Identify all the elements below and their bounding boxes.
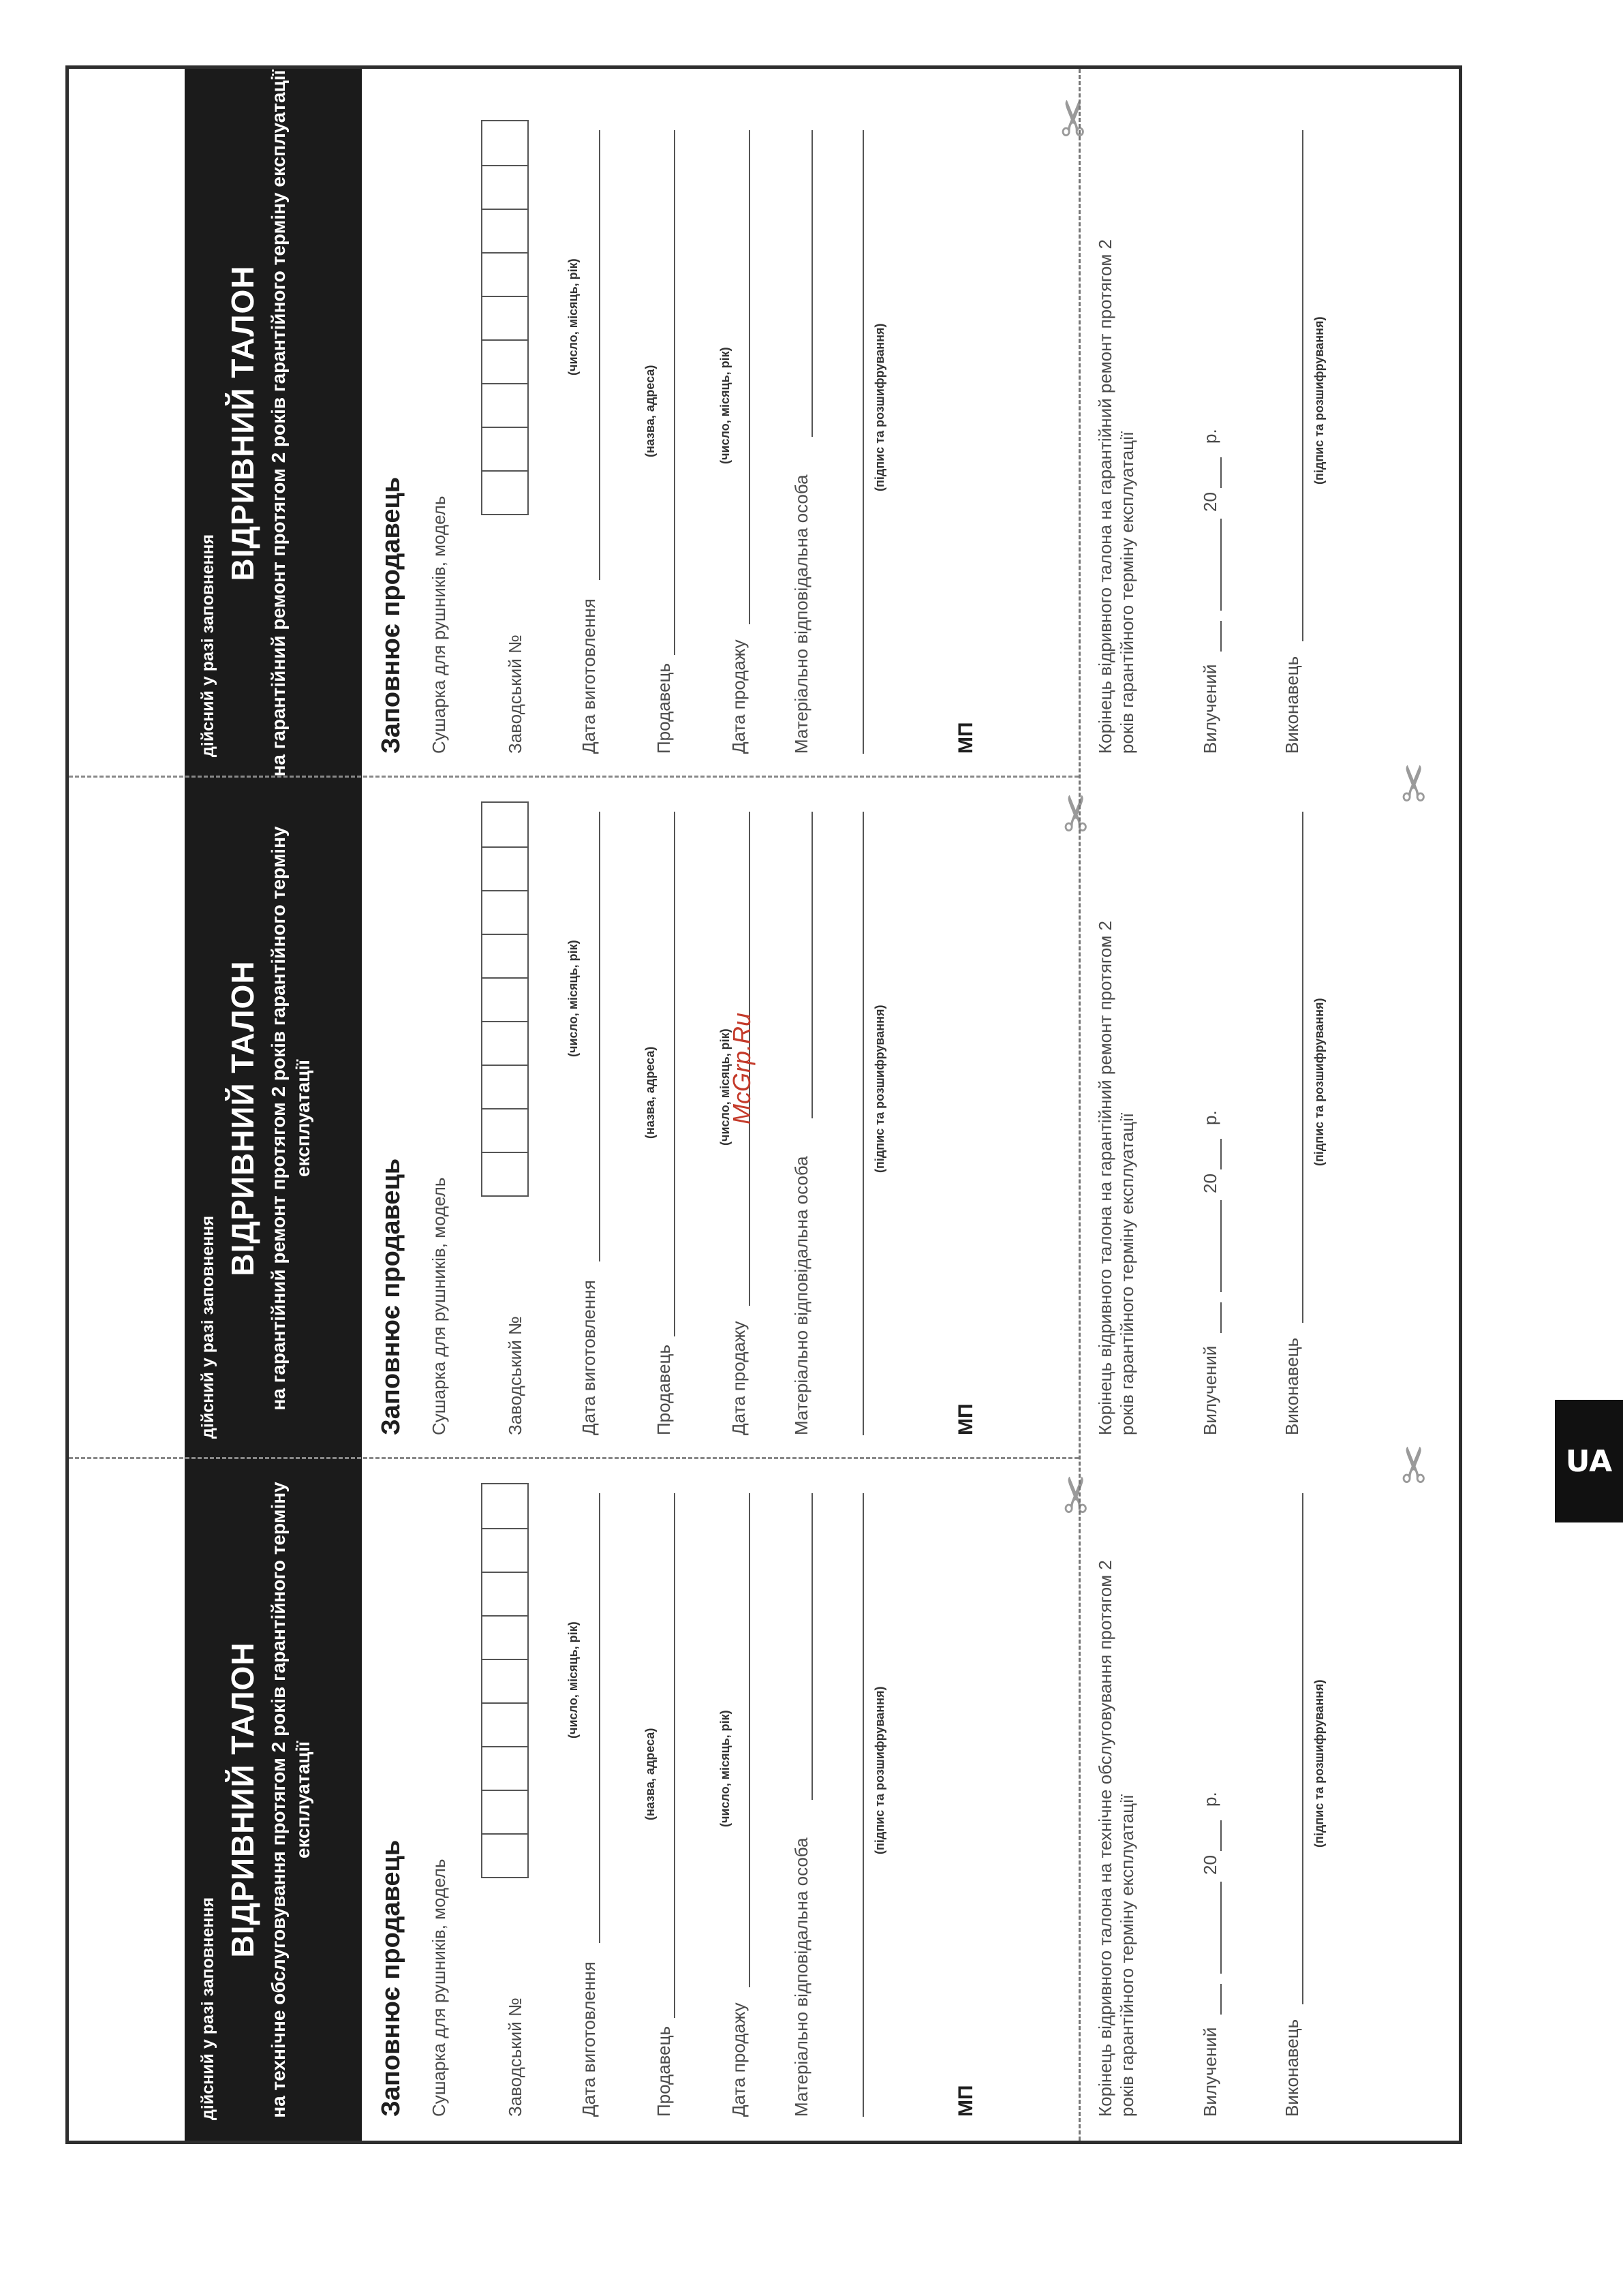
serial-digit-box[interactable] — [482, 1746, 527, 1790]
executor-hint: (підпис та розшифрування) — [1312, 316, 1326, 485]
responsible-person-label: Матеріально відповідальна особа — [791, 1156, 812, 1435]
product-label: Сушарка для рушників, модель — [429, 1177, 449, 1435]
stub-description: Корінець відривного талона на технічне обслуговування протягом 2 років гарантійного терміну експлуатації — [1095, 1560, 1137, 2117]
executor-line[interactable] — [1302, 1493, 1303, 2004]
validity-note: дійсний у разі заповнення — [198, 1215, 217, 1439]
validity-note: дійсний у разі заповнення — [198, 1897, 217, 2120]
removed-month-line[interactable] — [1220, 519, 1222, 611]
serial-label: Заводський № — [505, 1316, 525, 1435]
sale-date-label: Дата продажу — [728, 639, 749, 754]
executor-label: Виконавець — [1282, 1337, 1302, 1435]
serial-digit-box[interactable] — [482, 252, 527, 296]
removed-day-line[interactable] — [1220, 1984, 1222, 2015]
stamp-place: МП — [955, 1403, 977, 1435]
coupon-repair-2 — [69, 69, 1459, 803]
serial-label: Заводський № — [505, 634, 525, 754]
scissors-icon: ✂ — [1050, 1473, 1104, 1515]
serial-digit-box[interactable] — [482, 803, 527, 846]
serial-digit-box[interactable] — [482, 1833, 527, 1877]
responsible-person-line[interactable] — [812, 1493, 813, 1800]
serial-digit-box[interactable] — [482, 470, 527, 514]
sale-date-hint: (число, місяць, рік) — [718, 347, 732, 464]
signature-hint: (підпис та розшифрування) — [873, 1686, 886, 1854]
watermark: McGrp.Ru — [728, 1012, 756, 1124]
serial-digit-box[interactable] — [482, 1790, 527, 1833]
coupon-subtitle: на гарантійний ремонт протягом 2 років гарантійного терміну експлуатації — [268, 826, 313, 1411]
stub-description: Корінець відривного талона на гарантійний ремонт протягом 2 років гарантійного терміну експлуатації — [1095, 921, 1137, 1435]
serial-number-boxes[interactable] — [481, 1483, 529, 1878]
seller-hint: (назва, адреса) — [643, 365, 657, 457]
coupon-repair-1 — [69, 778, 1459, 1485]
executor-label: Виконавець — [1282, 656, 1302, 754]
serial-digit-box[interactable] — [482, 121, 527, 165]
serial-digit-box[interactable] — [482, 1528, 527, 1572]
responsible-person-line[interactable] — [812, 812, 813, 1118]
serial-digit-box[interactable] — [482, 1702, 527, 1746]
seller-label: Продавець — [653, 662, 674, 754]
tear-line-vertical — [69, 776, 1079, 778]
fill-heading: Заповнює продавець — [377, 1839, 405, 2117]
serial-digit-box[interactable] — [482, 165, 527, 209]
seller-label: Продавець — [653, 2025, 674, 2117]
serial-digit-box[interactable] — [482, 846, 527, 890]
product-label: Сушарка для рушників, модель — [429, 1858, 449, 2117]
scissors-icon: ✂ — [1050, 792, 1104, 833]
signature-line[interactable] — [863, 812, 864, 1435]
seller-label: Продавець — [653, 1344, 674, 1435]
serial-digit-box[interactable] — [482, 296, 527, 339]
signature-hint: (підпис та розшифрування) — [873, 1005, 886, 1173]
serial-digit-box[interactable] — [482, 427, 527, 470]
scissors-icon: ✂ — [1047, 97, 1102, 138]
coupon-title: ВІДРИВНИЙ ТАЛОН — [225, 265, 260, 581]
executor-line[interactable] — [1302, 812, 1303, 1323]
manufacture-date-hint: (число, місяць, рік) — [566, 940, 580, 1057]
coupon-header — [185, 1459, 362, 2141]
manufacture-date-line[interactable] — [599, 130, 600, 580]
sale-date-label: Дата продажу — [728, 2002, 749, 2117]
serial-digit-box[interactable] — [482, 1108, 527, 1152]
serial-number-boxes[interactable] — [481, 120, 529, 515]
stub-description: Корінець відривного талона на гарантійний ремонт протягом 2 років гарантійного терміну експлуатації — [1095, 239, 1137, 754]
year-suffix: р. — [1200, 429, 1220, 444]
removed-month-line[interactable] — [1220, 1200, 1222, 1292]
fill-heading: Заповнює продавець — [377, 476, 405, 754]
tear-line-horizontal — [1079, 69, 1081, 2141]
serial-digit-box[interactable] — [482, 890, 527, 934]
warranty-coupon-sheet — [65, 65, 1462, 2144]
serial-digit-box[interactable] — [482, 1484, 527, 1528]
seller-hint: (назва, адреса) — [643, 1046, 657, 1139]
removed-day-line[interactable] — [1220, 621, 1222, 652]
coupon-header — [185, 778, 362, 1459]
executor-line[interactable] — [1302, 130, 1303, 641]
validity-note: дійсний у разі заповнення — [198, 534, 217, 757]
coupon-subtitle: на технічне обслуговування протягом 2 років гарантійного терміну експлуатації — [268, 1482, 313, 2118]
sale-date-label: Дата продажу — [728, 1321, 749, 1435]
removed-label: Вилучений — [1200, 664, 1220, 754]
sale-date-hint: (число, місяць, рік) — [718, 1710, 732, 1827]
serial-number-boxes[interactable] — [481, 801, 529, 1197]
year-label: 20 — [1200, 1855, 1220, 1875]
sale-date-line[interactable] — [749, 130, 750, 624]
stamp-place: МП — [955, 2085, 977, 2117]
year-label: 20 — [1200, 1174, 1220, 1193]
executor-label: Виконавець — [1282, 2019, 1302, 2117]
coupon-maintenance — [69, 1459, 1459, 2141]
serial-label: Заводський № — [505, 1997, 525, 2117]
sale-date-line[interactable] — [749, 1493, 750, 1987]
product-label: Сушарка для рушників, модель — [429, 495, 449, 754]
manufacture-date-line[interactable] — [599, 1493, 600, 1943]
rotated-coupons — [69, 69, 1459, 2141]
executor-hint: (підпис та розшифрування) — [1312, 1679, 1326, 1848]
scissors-icon: ✂ — [1388, 762, 1442, 803]
fill-heading: Заповнює продавець — [377, 1158, 405, 1435]
responsible-person-label: Матеріально відповідальна особа — [791, 1837, 812, 2117]
serial-digit-box[interactable] — [482, 1615, 527, 1659]
scissors-icon: ✂ — [1388, 1443, 1442, 1485]
serial-digit-box[interactable] — [482, 1152, 527, 1195]
coupon-subtitle: на гарантійний ремонт протягом 2 років гарантійного терміну експлуатації — [268, 70, 289, 777]
language-tab: UA — [1555, 1400, 1623, 1522]
coupon-title: ВІДРИВНИЙ ТАЛОН — [225, 1642, 260, 1958]
year-suffix: р. — [1200, 1792, 1220, 1807]
serial-digit-box[interactable] — [482, 383, 527, 427]
manufacture-date-hint: (число, місяць, рік) — [566, 1621, 580, 1739]
removed-day-line[interactable] — [1220, 1302, 1222, 1333]
removed-month-line[interactable] — [1220, 1882, 1222, 1974]
tear-line-vertical — [69, 1457, 1079, 1459]
year-suffix: р. — [1200, 1110, 1220, 1125]
manufacture-date-line[interactable] — [599, 812, 600, 1261]
manufacture-date-label: Дата виготовлення — [578, 598, 599, 754]
serial-digit-box[interactable] — [482, 339, 527, 383]
serial-digit-box[interactable] — [482, 1021, 527, 1065]
seller-line[interactable] — [674, 1493, 675, 2018]
serial-digit-box[interactable] — [482, 934, 527, 977]
seller-line[interactable] — [674, 130, 675, 655]
coupon-title: ВІДРИВНИЙ ТАЛОН — [225, 960, 260, 1276]
removed-year-line[interactable] — [1220, 1139, 1222, 1169]
removed-year-line[interactable] — [1220, 1820, 1222, 1851]
manufacture-date-label: Дата виготовлення — [578, 1961, 599, 2117]
serial-digit-box[interactable] — [482, 1659, 527, 1702]
removed-year-line[interactable] — [1220, 457, 1222, 488]
coupon-header — [185, 69, 362, 778]
stamp-place: МП — [955, 722, 977, 754]
manufacture-date-label: Дата виготовлення — [578, 1280, 599, 1435]
responsible-person-label: Матеріально відповідальна особа — [791, 474, 812, 754]
serial-digit-box[interactable] — [482, 977, 527, 1021]
responsible-person-line[interactable] — [812, 130, 813, 437]
signature-line[interactable] — [863, 1493, 864, 2117]
signature-hint: (підпис та розшифрування) — [873, 323, 886, 491]
seller-hint: (назва, адреса) — [643, 1728, 657, 1820]
manufacture-date-hint: (число, місяць, рік) — [566, 258, 580, 376]
seller-line[interactable] — [674, 812, 675, 1336]
year-label: 20 — [1200, 492, 1220, 512]
executor-hint: (підпис та розшифрування) — [1312, 998, 1326, 1166]
serial-digit-box[interactable] — [482, 1065, 527, 1108]
sale-date-hint: (число, місяць, рік) — [718, 1028, 732, 1146]
serial-digit-box[interactable] — [482, 1572, 527, 1615]
serial-digit-box[interactable] — [482, 209, 527, 252]
removed-label: Вилучений — [1200, 1345, 1220, 1435]
signature-line[interactable] — [863, 130, 864, 754]
removed-label: Вилучений — [1200, 2027, 1220, 2117]
